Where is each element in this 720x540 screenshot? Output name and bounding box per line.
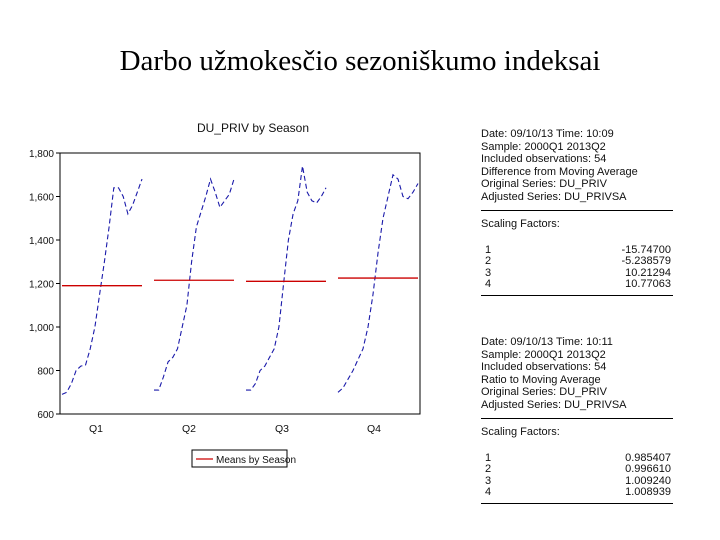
panel2-date-line: Date: 09/10/13 Time: 10:11 — [481, 336, 613, 348]
panel2-divider — [481, 418, 673, 419]
y-tick-label: 600 — [37, 410, 54, 421]
series-line-q1 — [62, 179, 142, 394]
panel2-bottom-rule — [481, 503, 673, 504]
series-line-q4 — [338, 175, 418, 392]
y-tick-label: 1,800 — [28, 149, 54, 160]
factor-cell: 1.009240 — [625, 474, 671, 487]
panel2-adjusted-series-line: Adjusted Series: DU_PRIVSA — [481, 398, 627, 411]
panel2-method-line: Ratio to Moving Average — [481, 373, 601, 386]
x-tick-label: Q2 — [181, 423, 197, 435]
factor-cell: 0.996610 — [625, 463, 671, 476]
panel2-sample-line: Sample: 2000Q1 2013Q2 — [481, 348, 606, 361]
quarter-cell: 1 — [485, 243, 492, 256]
quarter-cell: 1 — [485, 451, 492, 464]
y-tick-label: 1,000 — [28, 323, 54, 334]
factor-cell: 10.77063 — [625, 278, 671, 291]
panel1-bottom-rule — [481, 295, 673, 296]
factor-cell: 1.008939 — [625, 486, 671, 499]
y-tick-label: 1,400 — [28, 236, 54, 247]
factor-cell: -15.74700 — [621, 243, 671, 256]
quarter-cell: 4 — [485, 278, 492, 291]
y-tick-label: 1,200 — [28, 279, 54, 291]
panel1-date-line: Date: 09/10/13 Time: 10:09 — [481, 128, 614, 140]
quarter-cell: 2 — [485, 255, 492, 268]
panel1-factors-table — [485, 245, 671, 291]
panel2-factors-table — [485, 453, 671, 499]
slide-title: Darbo užmokesčio sezoniškumo indeksai — [119, 45, 601, 77]
series-line-q3 — [246, 166, 326, 390]
series-line-q2 — [154, 179, 234, 390]
panel2-scaling-caption: Scaling Factors: — [481, 425, 560, 438]
panel1-divider — [481, 210, 673, 211]
table-row — [485, 487, 671, 499]
y-tick-label: 800 — [37, 366, 54, 378]
panel1-sample-line: Sample: 2000Q1 2013Q2 — [481, 140, 606, 153]
panel2-observations-line: Included observations: 54 — [481, 361, 607, 374]
x-tick-label: Q3 — [274, 423, 290, 435]
panel1-scaling-caption: Scaling Factors: — [481, 217, 560, 230]
adjustment-output-panel-1 — [481, 128, 673, 296]
factor-cell: -5.238579 — [621, 255, 671, 268]
panel2-original-series-line: Original Series: DU_PRIV — [481, 386, 607, 399]
table-row — [485, 279, 671, 291]
table-row — [485, 256, 671, 268]
panel1-method-line: Difference from Moving Average — [481, 165, 638, 178]
panel1-adjusted-series-line: Adjusted Series: DU_PRIVSA — [481, 190, 627, 203]
x-tick-label: Q1 — [88, 423, 104, 435]
x-tick-label: Q4 — [366, 423, 382, 435]
panel1-observations-line: Included observations: 54 — [481, 153, 607, 166]
plot-frame — [60, 153, 420, 414]
quarter-cell: 4 — [485, 486, 492, 499]
table-row — [485, 464, 671, 476]
quarter-cell: 3 — [485, 474, 492, 487]
chart-title: DU_PRIV by Season — [196, 121, 310, 135]
legend-label: Means by Season — [216, 455, 297, 466]
quarter-cell: 3 — [485, 266, 492, 279]
factor-cell: 10.21294 — [625, 266, 671, 279]
panel1-original-series-line: Original Series: DU_PRIV — [481, 178, 607, 191]
adjustment-output-panel-2 — [481, 336, 673, 504]
quarter-cell: 2 — [485, 463, 492, 476]
y-tick-label: 1,600 — [28, 192, 54, 204]
factor-cell: 0.985407 — [625, 451, 671, 464]
